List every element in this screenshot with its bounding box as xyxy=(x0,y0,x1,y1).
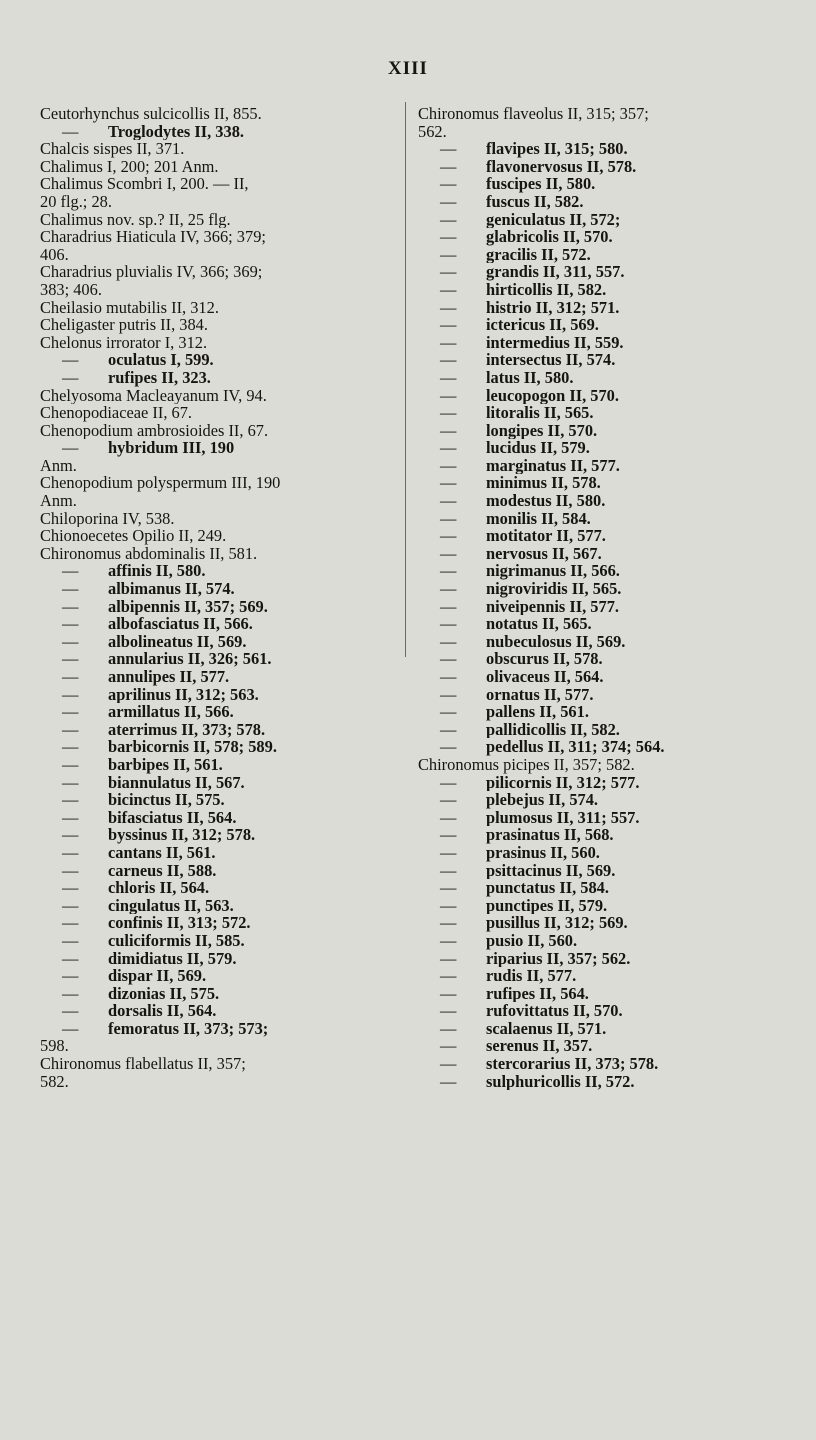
index-subentry: — hybridum III, 190 xyxy=(40,439,398,457)
index-entry: Chalimus I, 200; 201 Anm. xyxy=(40,157,219,176)
index-subentry: — pallidicollis II, 582. xyxy=(418,721,810,739)
index-subentry: — femoratus II, 373; 573; xyxy=(40,1020,398,1038)
index-subentry: — flavonervosus II, 578. xyxy=(418,158,810,176)
index-subentry: — aprilinus II, 312; 563. xyxy=(40,686,398,704)
left-column xyxy=(40,105,398,1090)
index-continuation: 406. xyxy=(40,245,69,264)
index-entry: Charadrius Hiaticula IV, 366; 379; xyxy=(40,228,266,246)
index-subentry: — fuscus II, 582. xyxy=(418,193,810,211)
index-subentry: — plumosus II, 311; 557. xyxy=(418,809,810,827)
index-subentry: — plebejus II, 574. xyxy=(418,791,810,809)
index-subentry: — nigroviridis II, 565. xyxy=(418,580,810,598)
index-subentry: — oculatus I, 599. xyxy=(40,351,398,369)
index-entry: Chironomus abdominalis II, 581. xyxy=(40,544,258,563)
index-entry: Chelonus irrorator I, 312. xyxy=(40,333,208,352)
index-subentry: — rufipes II, 323. xyxy=(40,369,398,387)
index-subentry: — glabricolis II, 570. xyxy=(418,228,810,246)
index-subentry: — minimus II, 578. xyxy=(418,474,810,492)
index-subentry: — armillatus II, 566. xyxy=(40,703,398,721)
index-subentry: — nubeculosus II, 569. xyxy=(418,633,810,651)
index-subentry: — psittacinus II, 569. xyxy=(418,862,810,880)
index-continuation: Anm. xyxy=(40,492,77,510)
index-subentry: — albolineatus II, 569. xyxy=(40,633,398,651)
index-subentry: — pedellus II, 311; 374; 564. xyxy=(418,738,810,756)
index-entry: Chelyosoma Macleayanum IV, 94. xyxy=(40,386,267,405)
index-subentry: — ictericus II, 569. xyxy=(418,316,810,334)
index-subentry: — culiciformis II, 585. xyxy=(40,932,398,950)
index-entry: Chironomus flaveolus II, 315; 357; xyxy=(418,105,649,123)
index-subentry: — monilis II, 584. xyxy=(418,510,810,528)
index-subentry: — pallens II, 561. xyxy=(418,703,810,721)
index-continuation: 562. xyxy=(418,122,447,141)
index-subentry: — stercorarius II, 373; 578. xyxy=(418,1055,810,1073)
index-subentry: — pilicornis II, 312; 577. xyxy=(418,774,810,792)
index-subentry: — aterrimus II, 373; 578. xyxy=(40,721,398,739)
index-entry: Chironomus flabellatus II, 357; xyxy=(40,1055,246,1073)
index-subentry: — pusillus II, 312; 569. xyxy=(418,914,810,932)
index-subentry: — bifasciatus II, 564. xyxy=(40,809,398,827)
index-subentry: — affinis II, 580. xyxy=(40,562,398,580)
index-subentry: — rufipes II, 564. xyxy=(418,985,810,1003)
index-entry: Ceutorhynchus sulcicollis II, 855. xyxy=(40,105,262,123)
index-entry: Chenopodium polyspermum III, 190 xyxy=(40,474,281,493)
index-entry: Chironomus picipes II, 357; 582. xyxy=(418,755,635,774)
index-subentry: — prasinus II, 560. xyxy=(418,844,810,862)
index-entry: Charadrius pluvialis IV, 366; 369; xyxy=(40,263,263,281)
index-subentry: — flavipes II, 315; 580. xyxy=(418,140,810,158)
index-subentry: — biannulatus II, 567. xyxy=(40,774,398,792)
index-subentry: — litoralis II, 565. xyxy=(418,404,810,422)
index-subentry: — bicinctus II, 575. xyxy=(40,791,398,809)
index-subentry: — albimanus II, 574. xyxy=(40,580,398,598)
index-subentry: — lucidus II, 579. xyxy=(418,439,810,457)
index-continuation: 20 flg.; 28. xyxy=(40,192,112,211)
index-continuation: 582. xyxy=(40,1072,69,1091)
index-subentry: — barbicornis II, 578; 589. xyxy=(40,738,398,756)
column-divider xyxy=(405,102,406,657)
index-subentry: — rudis II, 577. xyxy=(418,967,810,985)
index-subentry: — nervosus II, 567. xyxy=(418,545,810,563)
index-subentry: — fuscipes II, 580. xyxy=(418,175,810,193)
index-subentry: — cantans II, 561. xyxy=(40,844,398,862)
index-subentry: — olivaceus II, 564. xyxy=(418,668,810,686)
index-subentry: — hirticollis II, 582. xyxy=(418,281,810,299)
index-subentry: — grandis II, 311, 557. xyxy=(418,263,810,281)
index-subentry: — chloris II, 564. xyxy=(40,879,398,897)
index-subentry: — byssinus II, 312; 578. xyxy=(40,826,398,844)
index-subentry: — barbipes II, 561. xyxy=(40,756,398,774)
index-subentry: — motitator II, 577. xyxy=(418,527,810,545)
index-subentry: — dorsalis II, 564. xyxy=(40,1002,398,1020)
page-number: XIII xyxy=(388,58,428,79)
index-entry: Cheilasio mutabilis II, 312. xyxy=(40,298,219,317)
index-entry: Chalcis sispes II, 371. xyxy=(40,140,185,158)
index-subentry: — punctipes II, 579. xyxy=(418,897,810,915)
index-subentry: — obscurus II, 578. xyxy=(418,650,810,668)
index-subentry: — histrio II, 312; 571. xyxy=(418,299,810,317)
index-subentry: — ornatus II, 577. xyxy=(418,686,810,704)
index-subentry: — intersectus II, 574. xyxy=(418,351,810,369)
index-subentry: — rufovittatus II, 570. xyxy=(418,1002,810,1020)
index-subentry: — annulipes II, 577. xyxy=(40,668,398,686)
index-subentry: — modestus II, 580. xyxy=(418,492,810,510)
index-subentry: — nigrimanus II, 566. xyxy=(418,562,810,580)
index-subentry: — serenus II, 357. xyxy=(418,1037,810,1055)
index-entry: Chenopodium ambrosioides II, 67. xyxy=(40,421,269,440)
index-subentry: — sulphuricollis II, 572. xyxy=(418,1073,810,1091)
index-subentry: — gracilis II, 572. xyxy=(418,246,810,264)
index-subentry: — prasinatus II, 568. xyxy=(418,826,810,844)
index-entry: Chionoecetes Opilio II, 249. xyxy=(40,527,227,545)
index-entry: Chiloporina IV, 538. xyxy=(40,509,175,528)
index-subentry: — scalaenus II, 571. xyxy=(418,1020,810,1038)
index-entry: Chalimus Scombri I, 200. — II, xyxy=(40,175,249,193)
index-subentry: — annularius II, 326; 561. xyxy=(40,650,398,668)
index-subentry: — Troglodytes II, 338. xyxy=(40,123,398,141)
index-subentry: — marginatus II, 577. xyxy=(418,457,810,475)
index-subentry: — riparius II, 357; 562. xyxy=(418,950,810,968)
index-subentry: — carneus II, 588. xyxy=(40,862,398,880)
index-subentry: — albofasciatus II, 566. xyxy=(40,615,398,633)
index-entry: Cheligaster putris II, 384. xyxy=(40,316,208,334)
index-subentry: — notatus II, 565. xyxy=(418,615,810,633)
index-entry: Chalimus nov. sp.? II, 25 flg. xyxy=(40,210,231,229)
index-subentry: — longipes II, 570. xyxy=(418,422,810,440)
index-subentry: — dizonias II, 575. xyxy=(40,985,398,1003)
index-subentry: — intermedius II, 559. xyxy=(418,334,810,352)
right-column xyxy=(418,105,810,1090)
index-continuation: Anm. xyxy=(40,456,77,475)
index-continuation: 383; 406. xyxy=(40,280,102,299)
index-entry: Chenopodiaceae II, 67. xyxy=(40,404,193,422)
index-subentry: — leucopogon II, 570. xyxy=(418,387,810,405)
index-subentry: — niveipennis II, 577. xyxy=(418,598,810,616)
index-subentry: — latus II, 580. xyxy=(418,369,810,387)
index-subentry: — geniculatus II, 572; xyxy=(418,211,810,229)
index-subentry: — confinis II, 313; 572. xyxy=(40,914,398,932)
index-continuation: 598. xyxy=(40,1037,69,1056)
index-subentry: — albipennis II, 357; 569. xyxy=(40,598,398,616)
index-subentry: — cingulatus II, 563. xyxy=(40,897,398,915)
index-subentry: — pusio II, 560. xyxy=(418,932,810,950)
index-subentry: — dimidiatus II, 579. xyxy=(40,950,398,968)
index-subentry: — dispar II, 569. xyxy=(40,967,398,985)
index-subentry: — punctatus II, 584. xyxy=(418,879,810,897)
